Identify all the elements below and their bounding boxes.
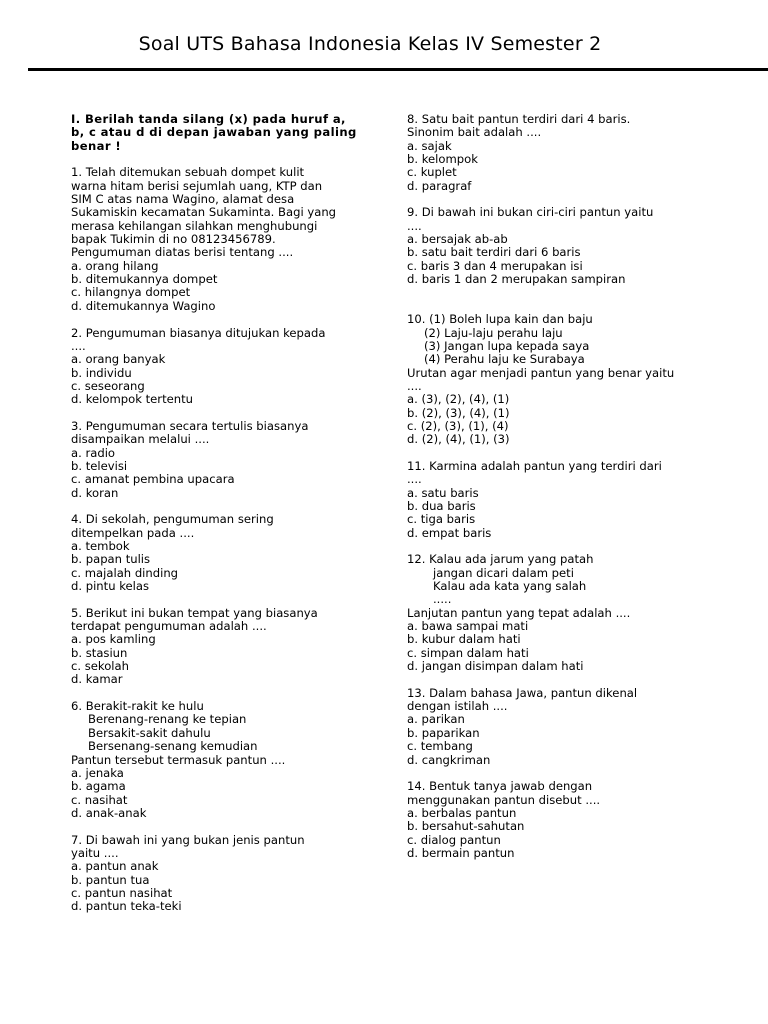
question-text: bapak Tukimin di no 08123456789. <box>71 232 276 247</box>
question-text: Pantun tersebut termasuk pantun .... <box>71 752 286 767</box>
question-3 <box>71 420 371 500</box>
answer-option: d. pantun teka-teki <box>71 899 182 914</box>
answer-option: d. paragraf <box>407 178 472 193</box>
answer-option: b. (2), (3), (4), (1) <box>407 405 510 420</box>
answer-option: c. amanat pembina upacara <box>71 472 235 487</box>
question-9 <box>407 206 707 286</box>
answer-option: c. sekolah <box>71 659 129 674</box>
question-text: jangan dicari dalam peti <box>433 565 574 580</box>
answer-option: c. kuplet <box>407 165 457 180</box>
answer-option: d. (2), (4), (1), (3) <box>407 432 510 447</box>
question-2 <box>71 327 371 407</box>
question-text: 13. Dalam bahasa Jawa, pantun dikenal <box>407 685 638 700</box>
question-text: disampaikan melalui .... <box>71 432 210 447</box>
answer-option: b. dua baris <box>407 498 476 513</box>
question-text: 3. Pengumuman secara tertulis biasanya <box>71 418 309 433</box>
question-8 <box>407 113 707 193</box>
spacer <box>407 286 707 299</box>
answer-option: b. kubur dalam hati <box>407 632 521 647</box>
left-column <box>71 113 371 914</box>
question-text: 1. Telah ditemukan sebuah dompet kulit <box>71 165 305 180</box>
question-text: Urutan agar menjadi pantun yang benar yaitu <box>407 365 675 380</box>
question-text: 4. Di sekolah, pengumuman sering <box>71 512 274 527</box>
answer-option: c. tembang <box>407 739 473 754</box>
question-text: (4) Perahu laju ke Surabaya <box>424 352 585 367</box>
right-column <box>407 113 707 860</box>
answer-option: d. koran <box>71 485 119 500</box>
question-14 <box>407 780 707 860</box>
answer-option: d. ditemukannya Wagino <box>71 298 216 313</box>
question-text: Pengumuman diatas berisi tentang .... <box>71 245 294 260</box>
question-text: 8. Satu bait pantun terdiri dari 4 baris. <box>407 112 631 126</box>
answer-option: d. pintu kelas <box>71 579 150 594</box>
question-text: yaitu .... <box>71 845 119 860</box>
question-text: Bersakit-sakit dahulu <box>88 725 211 740</box>
answer-option: a. jenaka <box>71 765 124 780</box>
answer-option: b. agama <box>71 779 126 794</box>
instruction-line: benar ! <box>71 138 122 153</box>
question-text: menggunakan pantun disebut .... <box>407 792 601 807</box>
question-text: 10. (1) Boleh lupa kain dan baju <box>407 312 593 327</box>
question-text: 9. Di bawah ini bukan ciri-ciri pantun yaitu <box>407 205 654 220</box>
answer-option: b. paparikan <box>407 725 480 740</box>
question-text: 2. Pengumuman biasanya ditujukan kepada <box>71 325 326 340</box>
answer-option: c. simpan dalam hati <box>407 645 529 660</box>
answer-option: d. empat baris <box>407 525 492 540</box>
question-text: (2) Laju-laju perahu laju <box>424 325 563 340</box>
answer-option: a. (3), (2), (4), (1) <box>407 392 510 407</box>
answer-option: d. anak-anak <box>71 805 147 820</box>
question-text: 6. Berakit-rakit ke hulu <box>71 699 204 714</box>
question-text: terdapat pengumuman adalah .... <box>71 619 267 634</box>
question-text: 11. Karmina adalah pantun yang terdiri dari <box>407 458 662 473</box>
answer-option: b. televisi <box>71 458 128 473</box>
question-4 <box>71 513 371 593</box>
answer-option: d. jangan disimpan dalam hati <box>407 659 584 674</box>
answer-option: c. baris 3 dan 4 merupakan isi <box>407 258 583 273</box>
answer-option: d. bermain pantun <box>407 845 515 860</box>
answer-option: d. cangkriman <box>407 752 491 767</box>
question-text: dengan istilah .... <box>407 699 508 714</box>
answer-option: b. pantun tua <box>71 872 150 887</box>
question-6 <box>71 700 371 820</box>
answer-option: b. kelompok <box>407 152 478 167</box>
answer-option: a. bersajak ab-ab <box>407 232 508 247</box>
answer-option: c. tiga baris <box>407 512 476 527</box>
answer-option: b. ditemukannya dompet <box>71 272 218 287</box>
answer-option: a. orang hilang <box>71 258 159 273</box>
answer-option: c. hilangnya dompet <box>71 285 191 300</box>
answer-option: a. pantun anak <box>71 859 159 874</box>
answer-option: a. pos kamling <box>71 632 156 647</box>
answer-option: a. berbalas pantun <box>407 805 517 820</box>
answer-option: c. majalah dinding <box>71 565 179 580</box>
question-text: .... <box>407 218 422 233</box>
answer-option: b. stasiun <box>71 645 128 660</box>
page-title: Soal UTS Bahasa Indonesia Kelas IV Semester 2 <box>138 33 602 55</box>
answer-option: b. bersahut-sahutan <box>407 819 525 834</box>
question-10 <box>407 313 707 446</box>
answer-option: a. bawa sampai mati <box>407 619 529 634</box>
question-text: .... <box>407 378 422 393</box>
question-12 <box>407 553 707 673</box>
question-text: 5. Berikut ini bukan tempat yang biasanya <box>71 605 318 620</box>
question-13 <box>407 687 707 767</box>
answer-option: a. satu baris <box>407 485 479 500</box>
answer-option: a. radio <box>71 445 116 460</box>
question-text: Sinonim bait adalah .... <box>407 125 542 140</box>
question-text: merasa kehilangan silahkan menghubungi <box>71 218 318 233</box>
title-divider <box>28 68 768 71</box>
question-text: Kalau ada kata yang salah <box>433 579 587 594</box>
question-1 <box>71 166 371 313</box>
answer-option: a. tembok <box>71 539 130 553</box>
question-text: .... <box>407 472 422 487</box>
answer-option: c. nasihat <box>71 792 128 807</box>
question-11 <box>407 460 707 540</box>
question-text: Berenang-renang ke tepian <box>88 712 247 727</box>
question-text: Bersenang-senang kemudian <box>88 739 258 754</box>
answer-option: a. sajak <box>407 138 452 153</box>
answer-option: c. pantun nasihat <box>71 885 173 900</box>
answer-option: d. kamar <box>71 672 123 687</box>
question-text: ditempelkan pada .... <box>71 525 195 540</box>
answer-option: c. dialog pantun <box>407 832 501 847</box>
answer-option: b. satu bait terdiri dari 6 baris <box>407 245 581 260</box>
question-text: 14. Bentuk tanya jawab dengan <box>407 779 593 794</box>
instruction <box>71 113 371 153</box>
question-7 <box>71 834 371 914</box>
question-5 <box>71 607 371 687</box>
answer-option: c. (2), (3), (1), (4) <box>407 418 509 433</box>
answer-option: d. baris 1 dan 2 merupakan sampiran <box>407 272 626 287</box>
question-text: 12. Kalau ada jarum yang patah <box>407 552 594 567</box>
question-text: Lanjutan pantun yang tepat adalah .... <box>407 605 631 620</box>
question-text: SIM C atas nama Wagino, alamat desa <box>71 192 295 207</box>
question-text: ..... <box>433 592 452 607</box>
answer-option: b. individu <box>71 365 132 380</box>
question-text: warna hitam berisi sejumlah uang, KTP dan <box>71 178 323 193</box>
answer-option: c. seseorang <box>71 378 145 393</box>
answer-option: a. parikan <box>407 712 465 727</box>
instruction-line: b, c atau d di depan jawaban yang paling <box>71 125 357 140</box>
question-text: (3) Jangan lupa kepada saya <box>424 338 590 353</box>
question-text: 7. Di bawah ini yang bukan jenis pantun <box>71 832 305 847</box>
answer-option: d. kelompok tertentu <box>71 392 193 407</box>
question-text: Sukamiskin kecamatan Sukaminta. Bagi yang <box>71 205 337 220</box>
answer-option: b. papan tulis <box>71 552 151 567</box>
instruction-line: I. Berilah tanda silang (x) pada huruf a, <box>71 112 346 126</box>
answer-option: a. orang banyak <box>71 352 166 367</box>
question-text: .... <box>71 338 86 353</box>
